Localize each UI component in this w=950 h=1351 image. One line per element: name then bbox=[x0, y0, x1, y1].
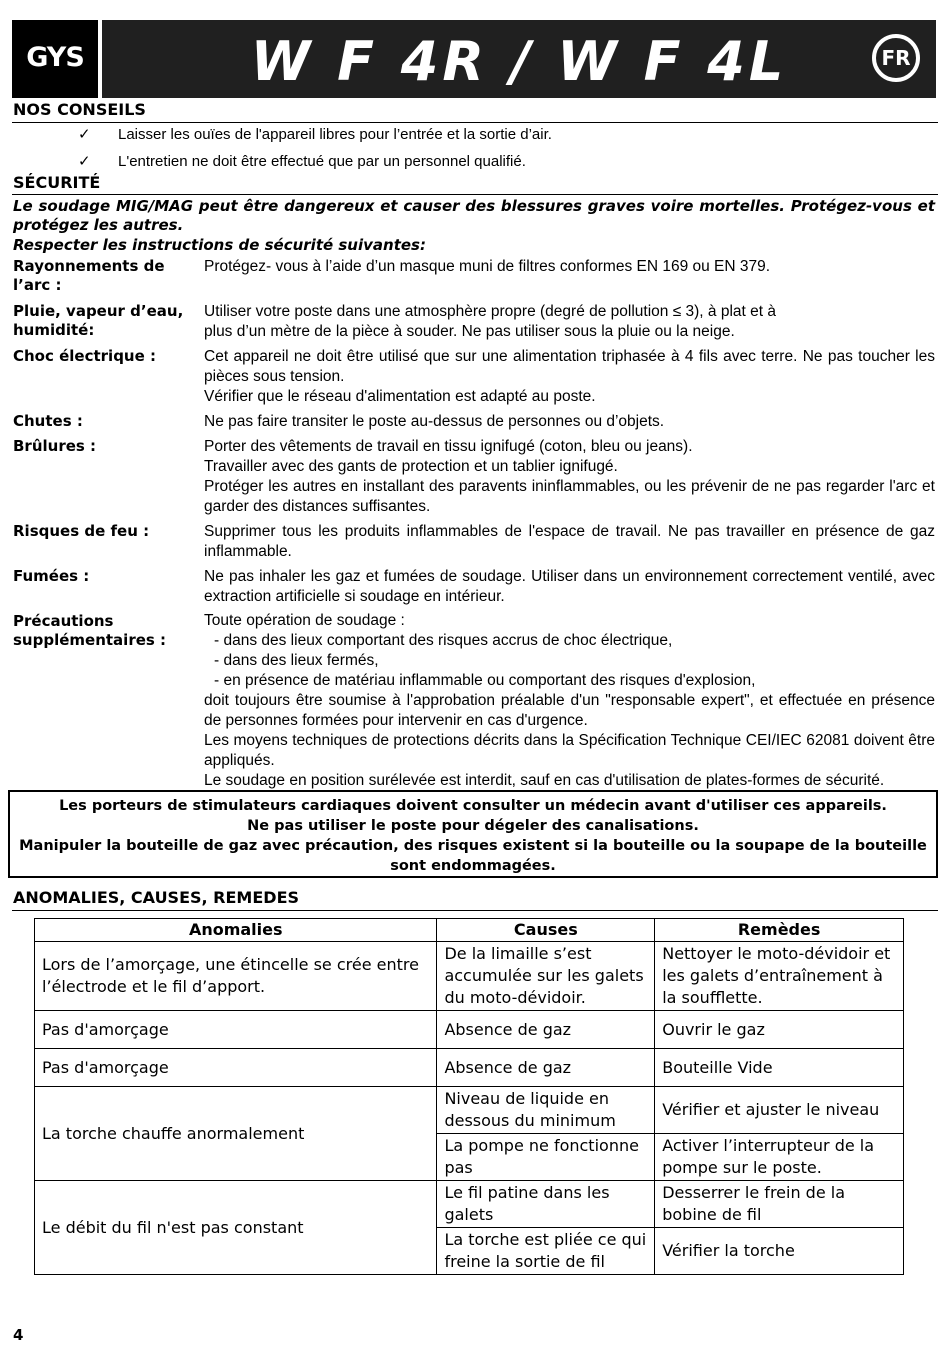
cause-cell: Le fil patine dans les galets bbox=[437, 1181, 655, 1228]
danger-warning: Le soudage MIG/MAG peut être dangereux et causer des blessures graves voire mortelles. Protégez-vous et protégez les autres. bbox=[13, 197, 935, 234]
risk-line: Toute opération de soudage : bbox=[204, 612, 405, 629]
risk-line: Travailler avec des gants de protection et un tablier ignifugé. bbox=[204, 458, 618, 475]
cause-cell: De la limaille s’est accumulée sur les galets du moto-dévidoir. bbox=[437, 942, 655, 1011]
page-header bbox=[12, 20, 936, 98]
anomaly-cell: La torche chauffe anormalement bbox=[35, 1087, 437, 1181]
anomaly-cell: Le débit du fil n'est pas constant bbox=[35, 1181, 437, 1275]
risk-line: Utiliser votre poste dans une atmosphère propre (degré de pollution ≤ 3), à plat et à plus d’un mètre de la pièce à souder. Ne pas utiliser sous la pluie ou la neige. bbox=[204, 303, 777, 340]
gys-logo bbox=[12, 20, 98, 98]
notice-line: Ne pas utiliser le poste pour dégeler des canalisations. bbox=[247, 818, 699, 834]
conseil-text: L'entretien ne doit être effectué que par un personnel qualifié. bbox=[118, 153, 526, 170]
divider bbox=[12, 910, 938, 911]
anomaly-cell: Pas d'amorçage bbox=[35, 1049, 437, 1087]
anomalies-title: ANOMALIES, CAUSES, REMEDES bbox=[13, 888, 300, 907]
divider bbox=[12, 122, 938, 123]
risk-line: Cet appareil ne doit être utilisé que sur une alimentation triphasée à 4 fils avec terre. Ne pas toucher les pièces sous tension. bbox=[204, 348, 935, 385]
risk-label: Rayonnements de l’arc : bbox=[13, 257, 165, 294]
remedy-cell: Activer l’interrupteur de la pompe sur le poste. bbox=[655, 1134, 904, 1181]
risk-label: Fumées : bbox=[13, 567, 90, 585]
risk-line: Ne pas inhaler les gaz et fumées de soudage. Utiliser dans un environnement correctement ventilé, avec extraction artificielle si soudage en intérieur. bbox=[204, 568, 935, 605]
anomaly-cell: Pas d'amorçage bbox=[35, 1011, 437, 1049]
risk-line: Le soudage en position surélevée est interdit, sauf en cas d'utilisation de plates-formes de sécurité. bbox=[204, 772, 885, 789]
risk-line: Vérifier que le réseau d'alimentation est adapté au poste. bbox=[204, 388, 596, 405]
risk-text bbox=[204, 412, 935, 432]
model-title: W F 4R / W F 4L bbox=[250, 30, 788, 93]
page-number: 4 bbox=[13, 1326, 24, 1344]
notice-line: Manipuler la bouteille de gaz avec précaution, des risques existent si la bouteille ou la soupape de la bouteille sont endommagées. bbox=[19, 838, 927, 874]
table-row bbox=[35, 1181, 904, 1228]
language-badge: FR bbox=[872, 34, 920, 82]
risk-label: Pluie, vapeur d’eau, humidité: bbox=[13, 302, 184, 339]
conseil-item bbox=[78, 125, 552, 143]
risk-text bbox=[204, 302, 804, 342]
column-header: Remèdes bbox=[655, 919, 904, 942]
risk-line: Protéger les autres en installant des paravents ininflammables, ou les prévenir de ne pas regarder l'arc et garder des distances suffisantes. bbox=[204, 478, 935, 515]
risk-text bbox=[204, 522, 935, 562]
column-header: Anomalies bbox=[35, 919, 437, 942]
safety-notice-box bbox=[8, 790, 938, 878]
instructions-heading: Respecter les instructions de sécurité suivantes: bbox=[13, 236, 426, 254]
remedy-cell: Nettoyer le moto-dévidoir et les galets d’entraînement à la soufflette. bbox=[655, 942, 904, 1011]
notice-line: Les porteurs de stimulateurs cardiaques doivent consulter un médecin avant d'utiliser ces appareils. bbox=[59, 798, 887, 814]
table-row bbox=[35, 1011, 904, 1049]
risk-text bbox=[204, 611, 935, 791]
check-icon: ✓ bbox=[78, 126, 91, 143]
risk-line: Les moyens techniques de protections décrits dans la Spécification Technique CEI/IEC 62081 doivent être appliqués. bbox=[204, 732, 935, 769]
logo-text: GYS bbox=[26, 42, 84, 73]
risk-line: doit toujours être soumise à l'approbation préalable d'un "responsable expert", et effectuée en présence de personnes formées pour intervenir en cas d'urgence. bbox=[204, 692, 935, 729]
table-row bbox=[35, 1049, 904, 1087]
risk-label: Choc électrique : bbox=[13, 347, 157, 365]
risk-line: Supprimer tous les produits inflammables de l'espace de travail. Ne pas travailler en présence de gaz inflammable. bbox=[204, 523, 935, 560]
cause-cell: Niveau de liquide en dessous du minimum bbox=[437, 1087, 655, 1134]
cause-cell: La pompe ne fonctionne pas bbox=[437, 1134, 655, 1181]
anomaly-cell: Lors de l’amorçage, une étincelle se crée entre l’électrode et le fil d’apport. bbox=[35, 942, 437, 1011]
remedy-cell: Ouvrir le gaz bbox=[655, 1011, 904, 1049]
risk-line: Porter des vêtements de travail en tissu ignifugé (coton, bleu ou jeans). bbox=[204, 438, 693, 455]
risk-line: Protégez- vous à l’aide d’un masque muni de filtres conformes EN 169 ou EN 379. bbox=[204, 258, 771, 275]
risk-label: Brûlures : bbox=[13, 437, 97, 455]
risk-line: - dans des lieux comportant des risques accrus de choc électrique, bbox=[214, 632, 673, 649]
conseil-item bbox=[78, 152, 526, 170]
title-bar bbox=[102, 20, 936, 98]
table-row bbox=[35, 942, 904, 1011]
remedy-cell: Bouteille Vide bbox=[655, 1049, 904, 1087]
cause-cell: Absence de gaz bbox=[437, 1011, 655, 1049]
risk-label: Précautions supplémentaires : bbox=[13, 612, 167, 649]
anomalies-table bbox=[34, 918, 904, 1275]
cause-cell: La torche est pliée ce qui freine la sortie de fil bbox=[437, 1228, 655, 1275]
risk-line: - dans des lieux fermés, bbox=[214, 652, 379, 669]
risk-text bbox=[204, 347, 935, 407]
risk-line: Ne pas faire transiter le poste au-dessus de personnes ou d’objets. bbox=[204, 413, 665, 430]
conseils-title: NOS CONSEILS bbox=[13, 100, 146, 119]
risk-label: Risques de feu : bbox=[13, 522, 150, 540]
remedy-cell: Vérifier et ajuster le niveau bbox=[655, 1087, 904, 1134]
table-row bbox=[35, 1087, 904, 1134]
column-header: Causes bbox=[437, 919, 655, 942]
check-icon: ✓ bbox=[78, 153, 91, 170]
securite-title: SÉCURITÉ bbox=[13, 173, 101, 192]
risk-text bbox=[204, 437, 935, 517]
risk-label: Chutes : bbox=[13, 412, 83, 430]
conseil-text: Laisser les ouïes de l'appareil libres pour l’entrée et la sortie d’air. bbox=[118, 126, 552, 143]
cause-cell: Absence de gaz bbox=[437, 1049, 655, 1087]
risk-line: - en présence de matériau inflammable ou comportant des risques d'explosion, bbox=[214, 672, 756, 689]
table-header-row bbox=[35, 919, 904, 942]
remedy-cell: Vérifier la torche bbox=[655, 1228, 904, 1275]
remedy-cell: Desserrer le frein de la bobine de fil bbox=[655, 1181, 904, 1228]
divider bbox=[12, 194, 938, 195]
risk-text bbox=[204, 567, 935, 607]
risk-text bbox=[204, 257, 935, 277]
